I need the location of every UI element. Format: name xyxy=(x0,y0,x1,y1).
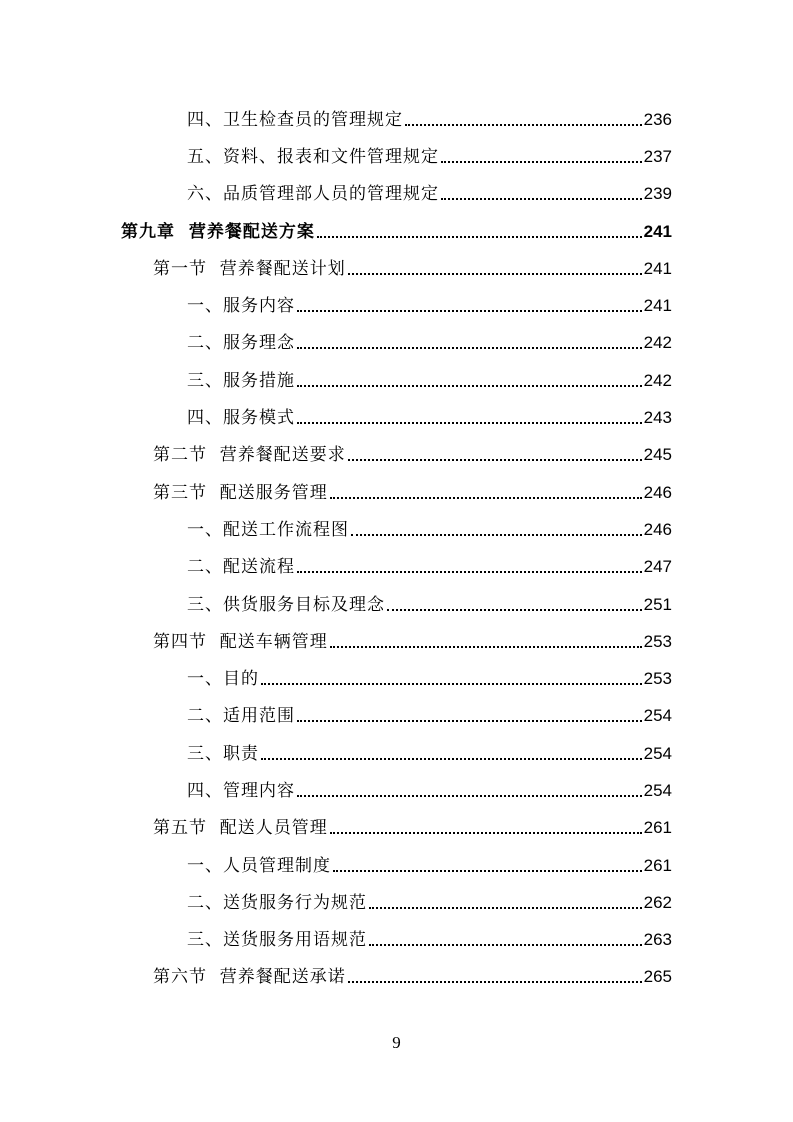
toc-dot-leader xyxy=(369,944,642,946)
toc-entry-row xyxy=(187,295,672,317)
toc-dot-leader xyxy=(261,683,642,685)
toc-section-entry[interactable] xyxy=(0,623,793,660)
toc-subsection-entry[interactable] xyxy=(0,399,793,436)
toc-entry-row xyxy=(187,668,672,690)
toc-subsection-entry[interactable] xyxy=(0,772,793,809)
toc-dot-leader xyxy=(297,385,642,387)
toc-subsection-entry[interactable] xyxy=(0,586,793,623)
toc-entry-page-number: 253 xyxy=(643,631,672,651)
toc-dot-leader xyxy=(297,310,642,312)
toc-entry-page-number: 243 xyxy=(643,408,672,428)
toc-entry-row xyxy=(187,332,672,354)
toc-entry-row xyxy=(187,519,672,541)
toc-section-entry[interactable] xyxy=(0,810,793,847)
toc-subsection-entry[interactable] xyxy=(0,884,793,921)
toc-entry-row xyxy=(187,705,672,727)
toc-entry-page-number: 254 xyxy=(643,743,672,763)
toc-entry-page-number: 239 xyxy=(643,184,672,204)
toc-section-entry[interactable] xyxy=(0,250,793,287)
toc-entry-title: 五、资料、报表和文件管理规定 xyxy=(187,146,439,167)
toc-entry-row xyxy=(187,892,672,914)
toc-entry-title: 二、配送流程 xyxy=(187,557,295,578)
toc-entry-row xyxy=(153,444,672,466)
toc-entry-title: 一、人员管理制度 xyxy=(187,855,331,876)
toc-entry-page-number: 246 xyxy=(643,482,672,502)
toc-entry-title: 四、服务模式 xyxy=(187,408,295,429)
toc-entry-title: 第三节 配送服务管理 xyxy=(153,482,328,503)
toc-subsection-entry[interactable] xyxy=(0,847,793,884)
toc-entry-page-number: 263 xyxy=(643,930,672,950)
toc-entry-page-number: 245 xyxy=(643,445,672,465)
toc-subsection-entry[interactable] xyxy=(0,549,793,586)
toc-dot-leader xyxy=(330,497,642,499)
toc-entry-row xyxy=(187,370,672,392)
toc-dot-leader xyxy=(348,273,642,275)
toc-dot-leader xyxy=(387,609,642,611)
toc-entry-row xyxy=(153,482,672,504)
toc-entry-title: 四、卫生检查员的管理规定 xyxy=(187,109,403,130)
toc-entry-title: 第九章 营养餐配送方案 xyxy=(121,221,315,242)
toc-entry-title: 二、服务理念 xyxy=(187,333,295,354)
toc-entry-title: 一、配送工作流程图 xyxy=(187,519,349,540)
toc-entry-page-number: 241 xyxy=(643,258,672,278)
toc-dot-leader xyxy=(351,534,642,536)
toc-entry-title: 第五节 配送人员管理 xyxy=(153,818,328,839)
toc-entry-title: 二、适用范围 xyxy=(187,706,295,727)
toc-entry-page-number: 254 xyxy=(643,780,672,800)
toc-subsection-entry[interactable] xyxy=(0,101,793,138)
table-of-contents xyxy=(0,101,793,996)
toc-subsection-entry[interactable] xyxy=(0,362,793,399)
toc-entry-page-number: 261 xyxy=(643,818,672,838)
toc-entry-title: 一、服务内容 xyxy=(187,296,295,317)
toc-entry-row xyxy=(153,631,672,653)
toc-dot-leader xyxy=(297,795,642,797)
toc-entry-title: 二、送货服务行为规范 xyxy=(187,892,367,913)
toc-subsection-entry[interactable] xyxy=(0,511,793,548)
toc-dot-leader xyxy=(317,236,642,238)
toc-entry-page-number: 237 xyxy=(643,146,672,166)
toc-subsection-entry[interactable] xyxy=(0,287,793,324)
toc-entry-title: 六、品质管理部人员的管理规定 xyxy=(187,184,439,205)
toc-entry-title: 三、供货服务目标及理念 xyxy=(187,594,385,615)
toc-chapter-entry[interactable] xyxy=(0,213,793,250)
toc-dot-leader xyxy=(441,198,642,200)
toc-subsection-entry[interactable] xyxy=(0,138,793,175)
toc-entry-row xyxy=(187,780,672,802)
page-number: 9 xyxy=(392,1033,401,1052)
toc-entry-title: 三、职责 xyxy=(187,743,259,764)
toc-entry-row xyxy=(153,966,672,988)
toc-dot-leader xyxy=(348,459,642,461)
toc-entry-row xyxy=(187,743,672,765)
toc-dot-leader xyxy=(441,161,642,163)
toc-entry-title: 三、服务措施 xyxy=(187,370,295,391)
toc-entry-title: 三、送货服务用语规范 xyxy=(187,930,367,951)
toc-subsection-entry[interactable] xyxy=(0,922,793,959)
toc-dot-leader xyxy=(330,646,642,648)
toc-entry-title: 第四节 配送车辆管理 xyxy=(153,631,328,652)
toc-entry-row xyxy=(187,109,672,131)
toc-entry-page-number: 265 xyxy=(643,967,672,987)
toc-dot-leader xyxy=(297,347,642,349)
toc-entry-row xyxy=(187,594,672,616)
toc-dot-leader xyxy=(297,720,642,722)
toc-subsection-entry[interactable] xyxy=(0,735,793,772)
toc-entry-page-number: 241 xyxy=(643,221,672,241)
toc-subsection-entry[interactable] xyxy=(0,698,793,735)
toc-dot-leader xyxy=(261,758,642,760)
toc-entry-page-number: 251 xyxy=(643,594,672,614)
toc-dot-leader xyxy=(348,981,642,983)
toc-entry-page-number: 242 xyxy=(643,333,672,353)
toc-entry-page-number: 236 xyxy=(643,109,672,129)
toc-dot-leader xyxy=(369,907,642,909)
toc-subsection-entry[interactable] xyxy=(0,176,793,213)
toc-entry-row xyxy=(121,221,672,243)
toc-section-entry[interactable] xyxy=(0,959,793,996)
toc-entry-title: 四、管理内容 xyxy=(187,780,295,801)
toc-entry-page-number: 247 xyxy=(643,557,672,577)
toc-subsection-entry[interactable] xyxy=(0,660,793,697)
toc-entry-page-number: 261 xyxy=(643,855,672,875)
toc-entry-row xyxy=(187,146,672,168)
toc-subsection-entry[interactable] xyxy=(0,325,793,362)
toc-entry-page-number: 254 xyxy=(643,706,672,726)
toc-entry-row xyxy=(153,258,672,280)
toc-entry-row xyxy=(187,556,672,578)
toc-dot-leader xyxy=(330,832,642,834)
toc-entry-page-number: 242 xyxy=(643,370,672,390)
toc-entry-page-number: 241 xyxy=(643,296,672,316)
toc-section-entry[interactable] xyxy=(0,437,793,474)
toc-entry-title: 一、目的 xyxy=(187,669,259,690)
toc-section-entry[interactable] xyxy=(0,474,793,511)
toc-dot-leader xyxy=(333,870,642,872)
toc-entry-row xyxy=(187,183,672,205)
toc-entry-row xyxy=(187,407,672,429)
toc-entry-title: 第一节 营养餐配送计划 xyxy=(153,258,346,279)
toc-entry-page-number: 262 xyxy=(643,892,672,912)
toc-entry-page-number: 253 xyxy=(643,669,672,689)
toc-entry-title: 第六节 营养餐配送承诺 xyxy=(153,967,346,988)
toc-entry-row xyxy=(153,817,672,839)
toc-entry-title: 第二节 营养餐配送要求 xyxy=(153,445,346,466)
toc-entry-page-number: 246 xyxy=(643,519,672,539)
toc-dot-leader xyxy=(405,124,642,126)
toc-dot-leader xyxy=(297,422,642,424)
toc-entry-row xyxy=(187,855,672,877)
toc-entry-row xyxy=(187,929,672,951)
toc-dot-leader xyxy=(297,571,642,573)
